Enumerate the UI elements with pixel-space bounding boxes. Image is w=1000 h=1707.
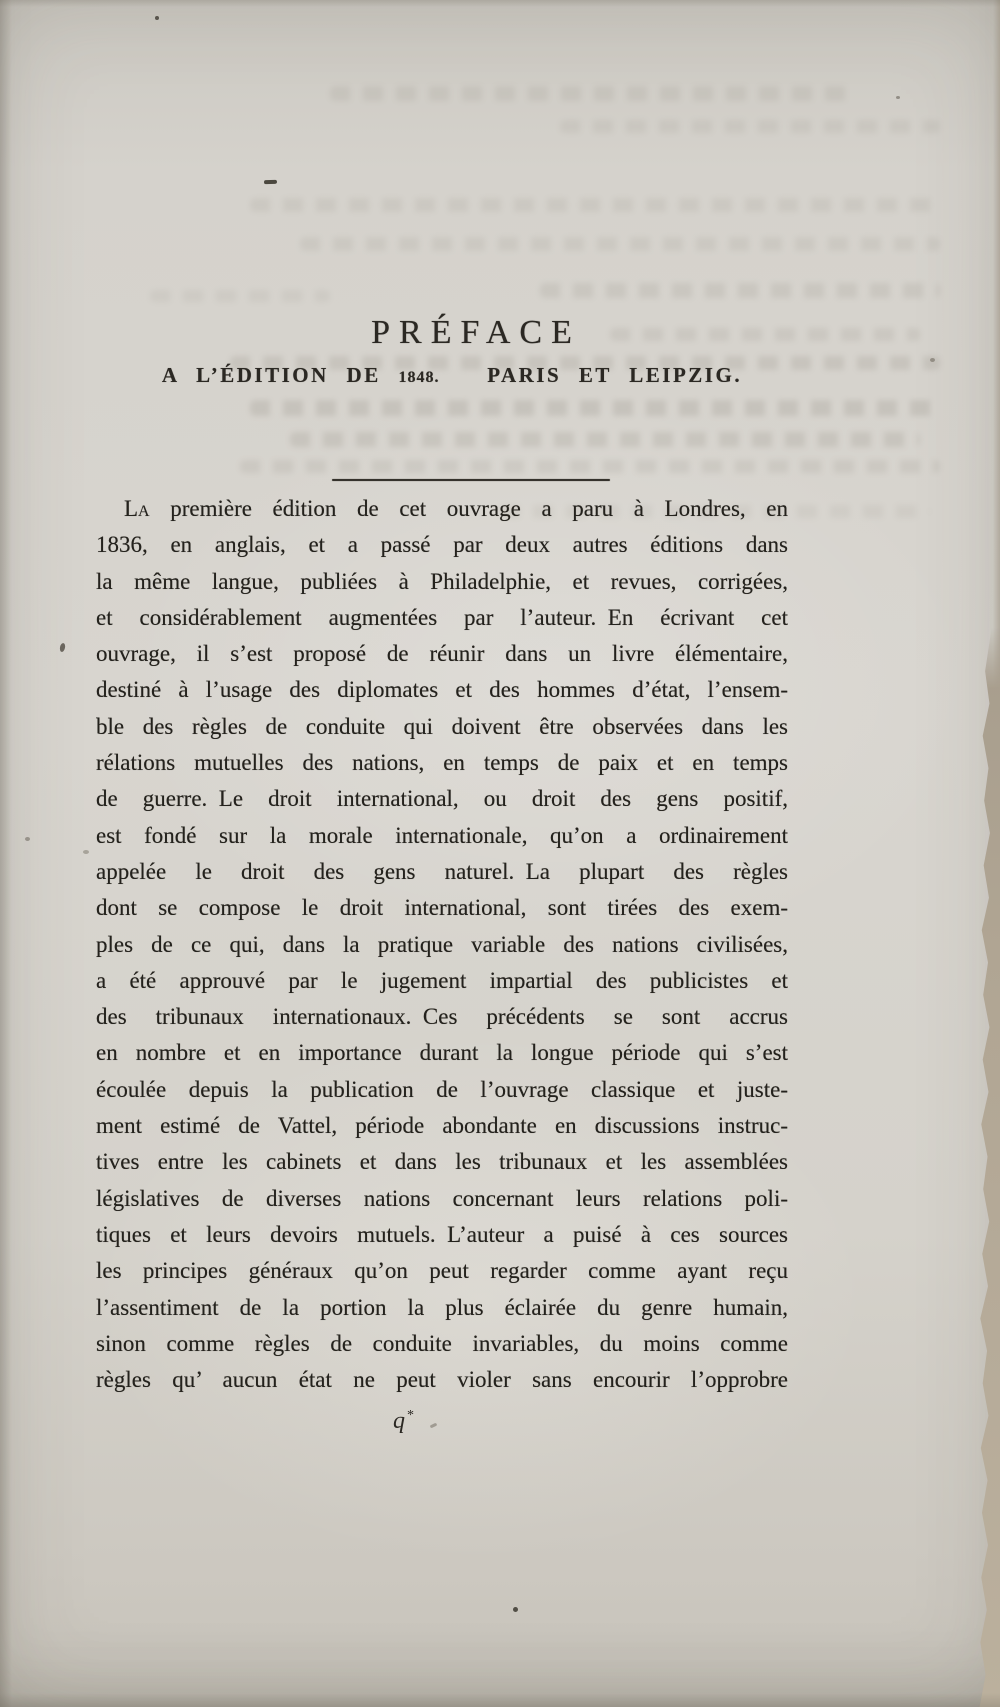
torn-page-edge [976, 628, 1000, 1707]
ink-speck [930, 358, 935, 362]
page-top-edge-shading [0, 0, 1000, 7]
page-bottom-edge-shading [0, 1693, 1000, 1707]
text-line [96, 491, 788, 527]
page-left-edge-shading [0, 0, 12, 1707]
first-line-rest: première édition de cet ouvrage a paru à Londres, en [170, 496, 788, 521]
edition-year: 1848. [398, 369, 440, 386]
ink-speck [155, 16, 159, 20]
text-line: ouvrage, il s’est proposé de réunir dans un livre élémentaire, [96, 641, 788, 667]
text-line: a été approuvé par le jugement impartial des publicistes et [96, 967, 788, 993]
signature-letter: q [393, 1408, 405, 1434]
text-line: les principes généraux qu’on peut regarder comme ayant reçu [96, 1258, 788, 1284]
page-title: PRÉFACE [371, 314, 581, 351]
text-line: dont se compose le droit international, sont tirées des exem- [96, 895, 788, 921]
ink-speck [513, 1607, 518, 1612]
ink-speck [59, 643, 66, 653]
text-line: ples de ce qui, dans la pratique variable des nations civilisées, [96, 931, 788, 957]
ink-speck [896, 96, 900, 99]
text-lines [96, 527, 788, 1398]
bleed-through-mark [250, 198, 940, 212]
bleed-through-mark [560, 120, 940, 133]
text-line: règles qu’ aucun état ne peut violer sans encourir l’opprobre [96, 1367, 788, 1393]
bleed-through-mark [540, 283, 940, 298]
bleed-through-mark [240, 460, 940, 473]
text-line: est fondé sur la morale internationale, qu’on a ordinairement [96, 822, 788, 848]
text-line: de guerre. Le droit international, ou droit des gens positif, [96, 786, 788, 812]
preface-body [96, 491, 788, 1398]
text-line: destiné à l’usage des diplomates et des hommes d’état, l’ensem- [96, 677, 788, 703]
edition-subtitle [102, 363, 802, 388]
signature-mark [393, 1408, 414, 1435]
signature-asterisk-icon: * [407, 1408, 414, 1423]
lead-word: La [124, 496, 150, 521]
text-line: ment estimé de Vattel, période abondante en discussions instruc- [96, 1113, 788, 1139]
bleed-through-mark [330, 86, 850, 101]
text-line: législatives de diverses nations concernant leurs relations poli- [96, 1185, 788, 1211]
text-line: l’assentiment de la portion la plus éclairée du genre humain, [96, 1294, 788, 1320]
bleed-through-mark [300, 237, 940, 251]
text-line: des tribunaux internationaux. Ces précédents se sont accrus [96, 1004, 788, 1030]
text-line: écoulée depuis la publication de l’ouvrage classique et juste- [96, 1076, 788, 1102]
bleed-through-mark [290, 432, 920, 447]
dash-mark [264, 180, 277, 184]
edition-subtitle-text: A L’ÉDITION DE [161, 363, 381, 387]
bleed-through-mark [250, 400, 940, 416]
text-line: 1836, en anglais, et a passé par deux autres éditions dans [96, 532, 788, 558]
ink-speck [430, 1423, 438, 1429]
text-line: la même langue, publiées à Philadelphie, et revues, corrigées, [96, 568, 788, 594]
text-line: rélations mutuelles des nations, en temps de paix et en temps [96, 750, 788, 776]
text-line: tiques et leurs devoirs mutuels. L’auteur a puisé à ces sources [96, 1221, 788, 1247]
ink-speck [25, 837, 30, 841]
ink-speck [83, 850, 89, 854]
text-line: en nombre et en importance durant la longue période qui s’est [96, 1040, 788, 1066]
text-line: sinon comme règles de conduite invariables, du moins comme [96, 1330, 788, 1356]
bleed-through-mark [150, 290, 330, 302]
separator-rule [332, 479, 610, 481]
text-line: tives entre les cabinets et dans les tribunaux et les assemblées [96, 1149, 788, 1175]
text-line: ble des règles de conduite qui doivent être observées dans les [96, 713, 788, 739]
text-line: et considérablement augmentées par l’auteur. En écrivant cet [96, 604, 788, 630]
edition-cities: PARIS ET LEIPZIG. [487, 363, 743, 387]
text-line: appelée le droit des gens naturel. La plupart des règles [96, 858, 788, 884]
